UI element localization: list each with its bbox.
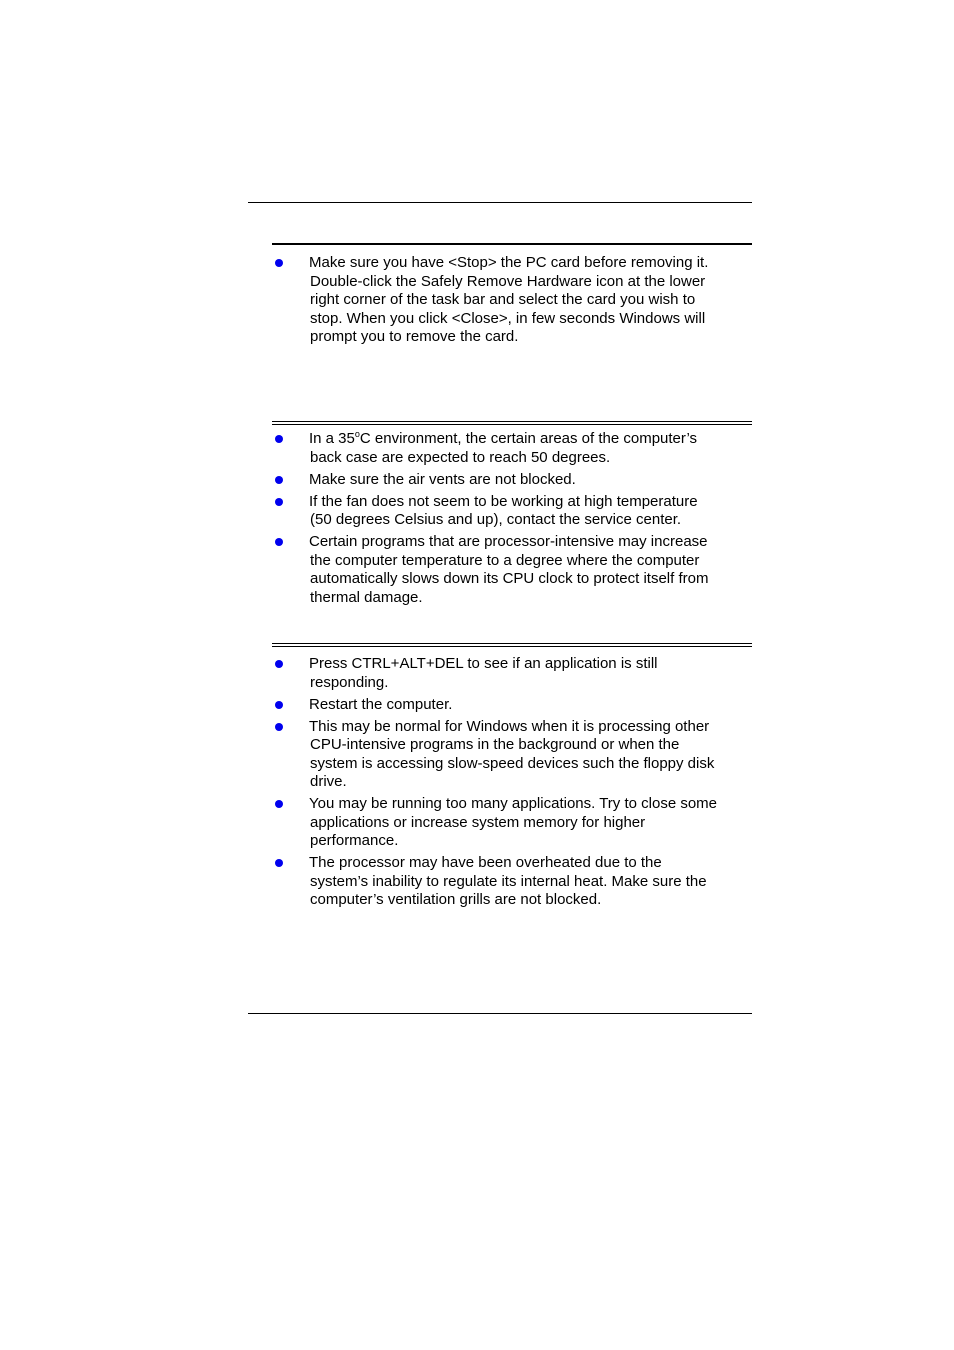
item-line: Restart the computer. bbox=[309, 695, 453, 713]
list-item bbox=[272, 854, 752, 910]
header-rule bbox=[248, 202, 752, 203]
item-line: CPU-intensive programs in the background or when the bbox=[310, 736, 680, 753]
list-item bbox=[272, 430, 752, 467]
list-item bbox=[272, 795, 752, 851]
bullet-dot-icon bbox=[275, 701, 283, 709]
list-item bbox=[272, 493, 752, 530]
item-line: Make sure you have <Stop> the PC card before removing it. bbox=[309, 254, 709, 271]
item-line: performance. bbox=[310, 832, 399, 849]
bullet-dot-icon bbox=[275, 538, 283, 546]
item-text: In a 35 bbox=[309, 430, 355, 447]
item-line: applications or increase system memory for higher bbox=[310, 813, 646, 831]
item-line: right corner of the task bar and select the card you wish to bbox=[310, 291, 696, 308]
item-line: the computer temperature to a degree where the computer bbox=[310, 551, 700, 569]
section-double-rule bbox=[272, 421, 752, 425]
section-rule bbox=[272, 243, 752, 245]
item-line: This may be normal for Windows when it is processing other bbox=[309, 717, 710, 735]
bullet-dot-icon bbox=[275, 660, 283, 668]
bullet-dot-icon bbox=[275, 435, 283, 443]
section-pc-card bbox=[272, 243, 752, 350]
item-line: computer’s ventilation grills are not blocked. bbox=[310, 891, 602, 908]
bullet-dot-icon bbox=[275, 498, 283, 506]
list-item bbox=[272, 254, 752, 347]
item-line: You may be running too many applications. Try to close some bbox=[309, 795, 718, 812]
item-line: responding. bbox=[310, 673, 389, 691]
list-item bbox=[272, 718, 752, 792]
bullet-list bbox=[272, 254, 752, 347]
item-line: drive. bbox=[310, 773, 347, 790]
item-line: The processor may have been overheated due to the bbox=[309, 854, 662, 871]
bullet-list bbox=[272, 655, 752, 910]
item-line: Make sure the air vents are not blocked. bbox=[309, 470, 576, 488]
section-slow-performance bbox=[272, 643, 752, 913]
bullet-list bbox=[272, 430, 752, 607]
item-line: thermal damage. bbox=[310, 588, 423, 606]
item-line: Double-click the Safely Remove Hardware icon at the lower bbox=[310, 272, 706, 290]
footer-rule bbox=[248, 1013, 752, 1014]
bullet-dot-icon bbox=[275, 723, 283, 731]
bullet-dot-icon bbox=[275, 800, 283, 808]
bullet-dot-icon bbox=[275, 476, 283, 484]
item-line: prompt you to remove the card. bbox=[310, 328, 519, 345]
list-item bbox=[272, 533, 752, 607]
item-line: stop. When you click <Close>, in few seconds Windows will bbox=[310, 309, 706, 327]
item-line: back case are expected to reach 50 degrees. bbox=[310, 448, 611, 466]
degree-superscript: o bbox=[354, 429, 360, 439]
item-line: system’s inability to regulate its internal heat. Make sure the bbox=[310, 872, 707, 890]
item-line: system is accessing slow-speed devices such the floppy disk bbox=[310, 754, 715, 772]
list-item bbox=[272, 696, 752, 715]
section-double-rule bbox=[272, 643, 752, 647]
bullet-dot-icon bbox=[275, 259, 283, 267]
item-line bbox=[309, 430, 752, 449]
section-overheat bbox=[272, 421, 752, 611]
bullet-dot-icon bbox=[275, 859, 283, 867]
item-text: C environment, the certain areas of the computer’s bbox=[359, 430, 698, 447]
item-line: Certain programs that are processor-intensive may increase bbox=[309, 533, 708, 550]
item-line: (50 degrees Celsius and up), contact the service center. bbox=[310, 511, 682, 528]
item-line: Press CTRL+ALT+DEL to see if an application is still bbox=[309, 655, 658, 672]
list-item bbox=[272, 655, 752, 692]
item-line: If the fan does not seem to be working at high temperature bbox=[309, 492, 698, 510]
list-item bbox=[272, 471, 752, 490]
item-line: automatically slows down its CPU clock to protect itself from bbox=[310, 570, 709, 587]
